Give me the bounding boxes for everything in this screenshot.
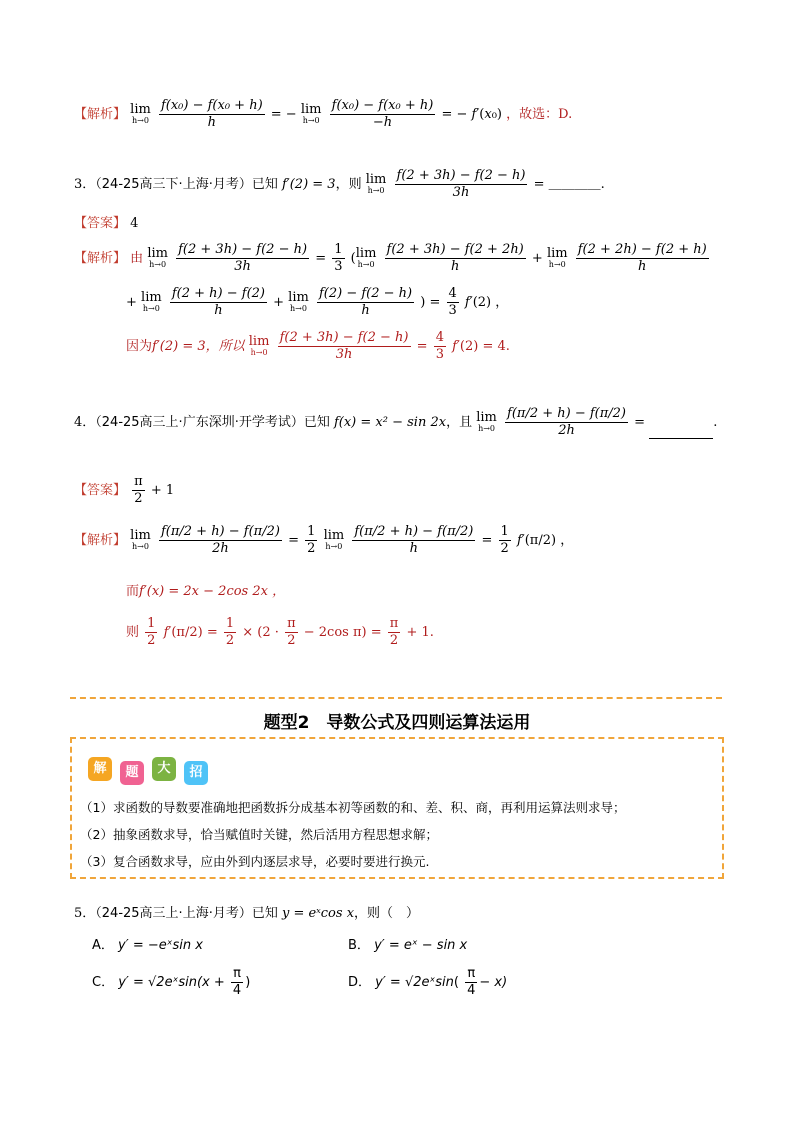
q3-stem — [74, 168, 605, 201]
option-text: y′ = eˣ − sin x — [374, 938, 468, 953]
jiexi-label: 【解析】 — [74, 533, 127, 548]
q3-answer — [74, 212, 138, 231]
tip-3: （3）复合函数求导，应由外到内逐层求导，必要时要进行换元. — [80, 854, 430, 869]
tip-1: （1）求函数的导数要准确地把函数拆分成基本初等函数的和、差、积、商，再利用运算法则求导； — [80, 800, 626, 815]
q3-solution-line2: + lim h→0 $\frac{f(2 + h) - f(2)}{h}$ + lim h→0 $\frac{f(2) - f(2 - h)}{h}$ ) = $\frac{4}{3}$ f′(2) ， — [126, 286, 509, 318]
q4-source: （24-25高三上·广东深圳·开学考试）已知 — [95, 415, 330, 430]
option-letter: C． — [92, 975, 115, 990]
fraction: $\frac{\text{f(x₀) − f(x₀ + h)}}{h}$ — [160, 98, 263, 130]
q3-sol3-end: = 4. — [482, 339, 510, 354]
q4-sol2: f′(x) = 2x − 2cos 2x ， — [139, 584, 286, 599]
q3-solution-line3: 因为f′(2) = 3，所以 lim h→0 $\frac{f(2 + 3h) - f(2 - h)}{3h}$ = $\frac{4}{3}$ f′(2) = 4. — [126, 330, 510, 362]
q4-solution-line1: 【解析】 lim h→0 $\frac{f(\pi/2 + h) - f(\pi/2)}{2h}$ = $\frac{1}{2}$ lim h→0 $\frac{f(\pi/2 + h) - f(\pi/2)}{h}$ = $\frac{1}{2}$ f′(π/2) ， — [74, 524, 574, 556]
badge-da: 大 — [152, 757, 176, 781]
q3-answer-value: 4 — [130, 216, 139, 231]
daan-label: 【答案】 — [74, 483, 127, 498]
q2-conclusion: ，故选：D. — [506, 107, 573, 122]
q3-then: ，则 — [335, 177, 362, 192]
option-b[interactable] — [348, 934, 467, 953]
jiexi-label: 【解析】 — [74, 251, 127, 266]
fraction: $\frac{\text{f(x₀) − f(x₀ + h)}}{-h}$ — [331, 98, 434, 130]
badge-ti: 题 — [120, 761, 144, 785]
q3-solution-line1: 【解析】 由 lim h→0 $\frac{f(2 + 3h) - f(2 - h)}{3h}$ = $\frac{1}{3}$ ( lim h→0 $\frac{f(2 + 3h) - f(2 + 2h)}{h}$ + lim h→0 $\frac{f(2 + 2h) - f(2 + h)}{h}$ — [74, 242, 707, 274]
q4-solution-line3: 则 $\frac{1}{2}$ f′(π/2) = $\frac{1}{2}$ × (2 · $\frac{\pi}{2}$ − 2cos π) = $\frac{\pi}{2}$ + 1. — [126, 616, 434, 648]
q3-number: 3． — [74, 177, 96, 192]
q3-given: f′(2) = 3 — [281, 177, 336, 192]
q4-sol2-prefix: 而 — [126, 584, 140, 599]
q3-sol3-mid: f′(2) = 3，所以 — [152, 339, 245, 354]
q2-solution-line: 【解析】 lim h→0 $\frac{\text{f(x₀) − f(x₀ + h)}}{h}$ = − lim h→0 $\frac{\text{f(x₀) − f(x₀ + h)}}{-h}$ = − f′(x₀) ，故选：D. — [74, 98, 573, 130]
option-c[interactable]: C． y′ = √2eˣsin(x + $\frac{\pi}{4}$ ) — [92, 966, 251, 998]
limit-symbol: lim h→0 — [130, 101, 151, 125]
option-letter: D． — [348, 975, 372, 990]
option-letter: A． — [92, 938, 114, 953]
q5-func: y = eˣcos x — [281, 906, 355, 921]
option-text: y′ = √2eˣsin — [375, 975, 454, 990]
q5-paren: ，则（ ） — [354, 906, 420, 921]
daan-label: 【答案】 — [74, 216, 127, 231]
q3-tail: = ＿＿＿＿. — [533, 177, 605, 192]
q4-sol3-prefix: 则 — [126, 625, 140, 640]
q3-sol-prefix: 由 — [130, 251, 144, 266]
badge-zhao: 招 — [184, 761, 208, 785]
q3-sol3-prefix: 因为 — [126, 339, 153, 354]
section-divider — [70, 697, 722, 699]
q4-number: 4． — [74, 415, 96, 430]
q4-solution-line2 — [126, 580, 285, 599]
q5-stem — [74, 902, 419, 921]
fraction: $\frac{f(2 + 3h) - f(2 - h)}{3h}$ — [396, 168, 526, 200]
q5-source: （24-25高三上·上海·月考）已知 — [95, 906, 278, 921]
limit-symbol: lim h→0 — [300, 101, 322, 125]
limit-symbol: lim h→0 — [365, 171, 387, 195]
q4-then: ，且 — [446, 415, 473, 430]
q4-answer: 【答案】 $\frac{\pi}{2}$ + 1 — [74, 474, 175, 506]
q3-source: （24-25高三下·上海·月考）已知 — [95, 177, 278, 192]
option-text: y′ = √2eˣsin — [118, 975, 197, 990]
jiexi-label: 【解析】 — [74, 107, 127, 122]
badge-jie: 解 — [88, 757, 112, 781]
tip-2: （2）抽象函数求导，恰当赋值时关键，然后活用方程思想求解； — [80, 827, 438, 842]
section-title: 题型2 导数公式及四则运算法运用 — [263, 713, 531, 733]
option-d[interactable]: D． y′ = √2eˣsin( $\frac{\pi}{4}$ − x) — [348, 966, 508, 998]
q4-func: f(x) = x² − sin 2x — [333, 415, 447, 430]
q4-answer-tail: + 1 — [150, 483, 175, 498]
option-text: y′ = −eˣsin x — [118, 938, 203, 953]
option-a[interactable] — [92, 934, 203, 953]
option-letter: B． — [348, 938, 370, 953]
q4-stem: 4．（24-25高三上·广东深圳·开学考试）已知 f(x) = x² − sin 2x，且 lim h→0 $\frac{f(\pi/2 + h) - f(\pi/2)}{2h}$ = . — [74, 406, 718, 438]
q5-number: 5． — [74, 906, 96, 921]
